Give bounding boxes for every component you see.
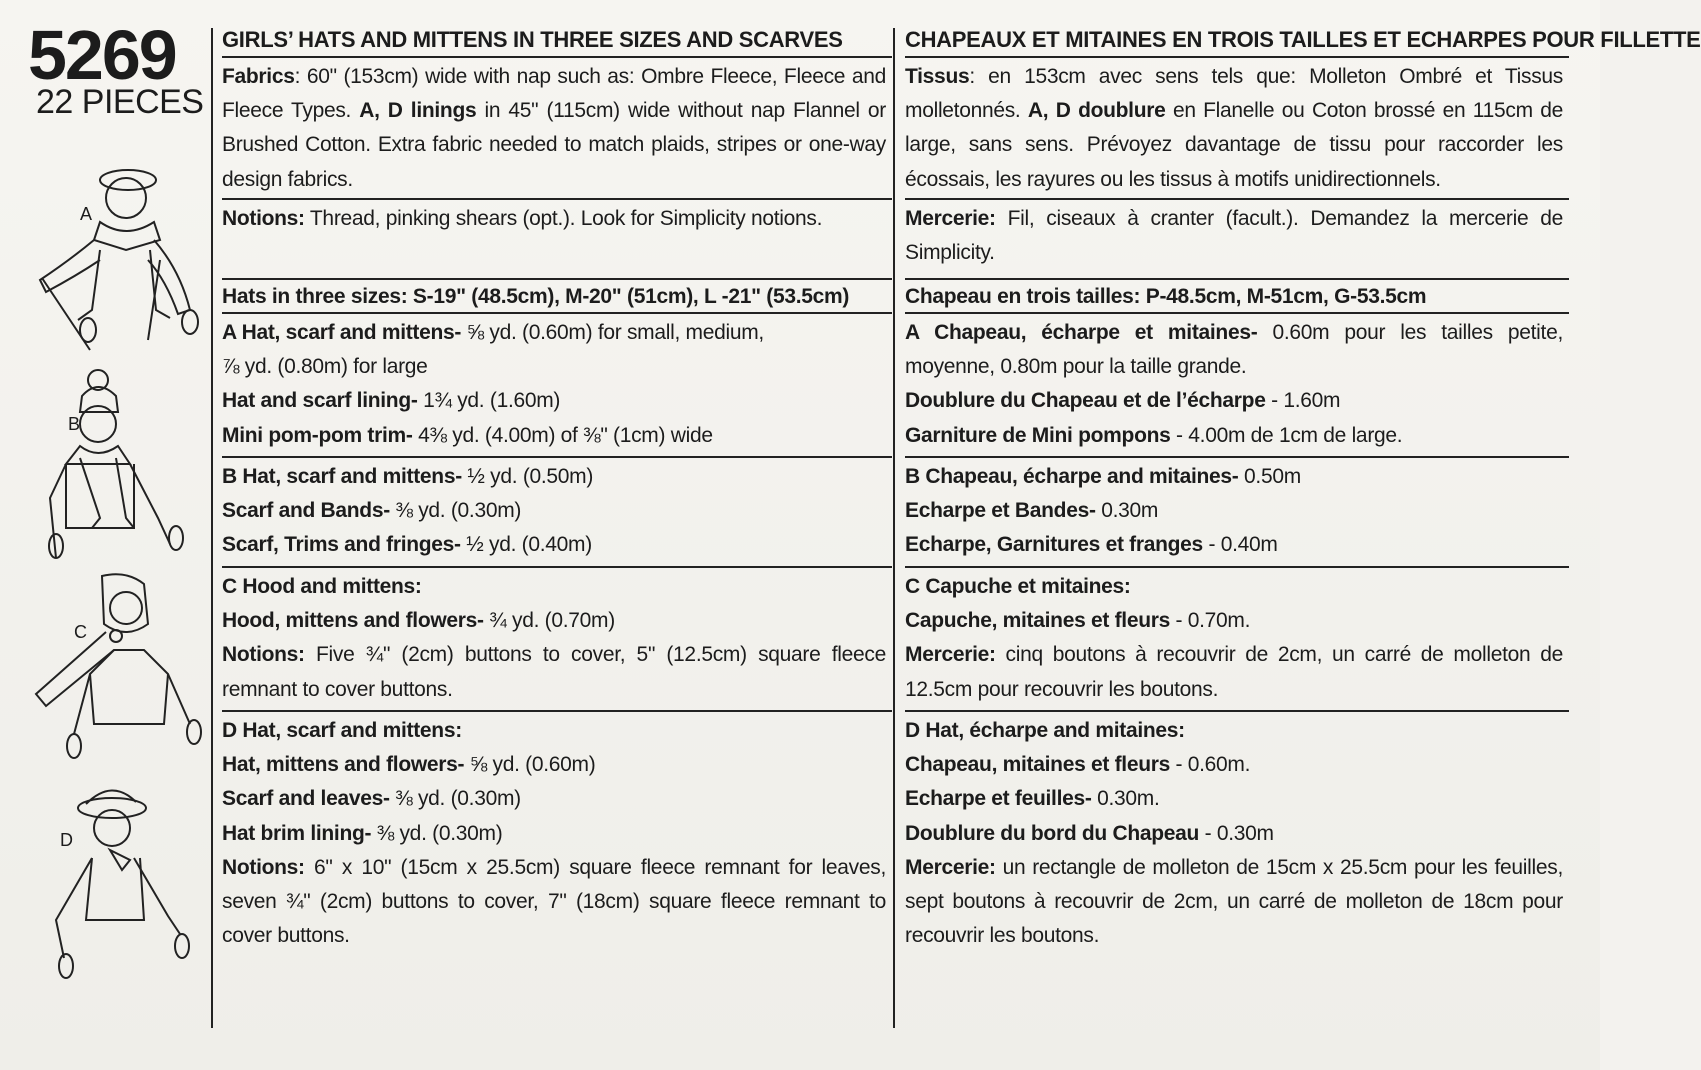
english-a-value: ⅞ yd. (0.80m) for large xyxy=(222,355,428,379)
french-fabrics-paragraph xyxy=(905,58,1569,201)
english-d-label: Scarf and leaves- xyxy=(222,787,390,811)
french-notions-section xyxy=(905,200,1569,280)
french-d-row xyxy=(905,782,1563,816)
english-c-value: Five ¾" (2cm) buttons to cover, 5" (12.5cm) square fleece remnant to cover buttons. xyxy=(222,643,886,701)
english-b-row xyxy=(222,460,886,494)
french-fabrics-label: Tissus xyxy=(905,65,970,88)
english-a-section xyxy=(222,314,892,458)
french-notions-paragraph xyxy=(905,200,1569,274)
english-a-value: 4⅜ yd. (4.00m) of ⅜" (1cm) wide xyxy=(412,423,713,447)
english-b-label: B Hat, scarf and mittens- xyxy=(222,465,462,488)
english-b-row xyxy=(222,494,886,528)
french-notions-label: Mercerie: xyxy=(905,207,996,230)
french-b-paragraph xyxy=(905,458,1569,567)
french-column xyxy=(905,22,1701,972)
column-divider-middle xyxy=(893,28,895,1028)
english-fabrics-text: : 60" (153cm) wide with nap such as: Ombre Fleece, Fleece and Fleece Types. xyxy=(222,65,886,123)
english-fabrics-paragraph xyxy=(222,58,892,201)
french-title: CHAPEAUX ET MITAINES EN TROIS TAILLES ET ECHARPES POUR FILLETTE xyxy=(905,27,1701,52)
english-c-section xyxy=(222,568,892,712)
english-d-row xyxy=(222,851,886,954)
figure-d-illustration xyxy=(30,780,210,980)
french-b-label: B Chapeau, écharpe and mitaines- xyxy=(905,465,1239,488)
english-sizes-section xyxy=(222,280,892,314)
english-fabrics-text2: in 45" (115cm) wide without nap Flannel or Brushed Cotton. Extra fabric needed to match plaids, stripes or one-way design fabrics. xyxy=(222,99,886,191)
english-notions-section xyxy=(222,200,892,280)
french-a-section xyxy=(905,314,1569,458)
english-notions-paragraph xyxy=(222,200,892,240)
french-b-value: 0.50m xyxy=(1238,465,1301,488)
english-d-label: Hat, mittens and flowers- xyxy=(222,753,465,777)
english-a-row xyxy=(222,316,886,350)
french-a-row xyxy=(905,419,1563,453)
english-c-label: Notions: xyxy=(222,643,305,667)
french-b-value: - 0.40m xyxy=(1202,533,1278,557)
english-a-value: ⅝ yd. (0.60m) for small, medium, xyxy=(461,321,764,344)
figure-a-letter: A xyxy=(80,204,93,224)
french-a-value: 0.60m pour les tailles petite, moyenne, 0.80m pour la taille grande. xyxy=(905,321,1564,379)
figure-b-letter: B xyxy=(68,414,81,434)
french-c-value: cinq boutons à recouvrir de 2cm, un carré de molleton de 12.5cm pour recouvrir les boutons. xyxy=(905,643,1563,701)
english-d-label: D Hat, scarf and mittens: xyxy=(222,719,462,742)
english-a-label: Mini pom-pom trim- xyxy=(222,423,413,447)
english-a-row xyxy=(222,419,886,453)
english-c-paragraph xyxy=(222,568,892,711)
french-fabrics-section xyxy=(905,58,1569,200)
english-d-label: Hat brim lining- xyxy=(222,821,372,845)
english-b-label: Scarf, Trims and fringes- xyxy=(222,533,461,557)
english-c-label: Hood, mittens and flowers- xyxy=(222,609,484,633)
figure-d-letter: D xyxy=(60,830,73,850)
figure-c-letter: C xyxy=(74,622,87,642)
french-sizes-section xyxy=(905,280,1569,314)
french-linings-label: A, D doublure xyxy=(1027,99,1166,123)
french-b-label: Echarpe, Garnitures et franges xyxy=(905,533,1203,557)
english-b-section xyxy=(222,458,892,568)
french-b-label: Echarpe et Bandes- xyxy=(905,499,1096,523)
french-d-value: - 0.60m. xyxy=(1169,753,1251,777)
english-b-row xyxy=(222,528,886,562)
french-a-label: Garniture de Mini pompons xyxy=(905,423,1171,447)
french-d-paragraph xyxy=(905,712,1569,957)
french-a-value: - 4.00m de 1cm de large. xyxy=(1170,423,1403,447)
english-d-paragraph xyxy=(222,712,892,957)
english-d-value: ⅝ yd. (0.60m) xyxy=(464,753,596,777)
french-c-row xyxy=(905,604,1563,638)
french-b-row xyxy=(905,494,1563,528)
french-a-label: Doublure du Chapeau et de l’écharpe xyxy=(905,389,1266,413)
english-a-paragraph xyxy=(222,314,892,457)
english-d-row xyxy=(222,817,886,851)
french-b-row xyxy=(905,528,1563,562)
english-d-row xyxy=(222,748,886,782)
french-notions-text: Fil, ciseaux à cranter (facult.). Demandez la mercerie de Simplicity. xyxy=(905,207,1563,265)
french-c-label: Capuche, mitaines et fleurs xyxy=(905,609,1170,633)
english-d-section xyxy=(222,712,892,972)
english-a-value: 1¾ yd. (1.60m) xyxy=(417,389,561,413)
english-notions-text: Thread, pinking shears (opt.). Look for Simplicity notions. xyxy=(309,207,823,230)
french-c-paragraph xyxy=(905,568,1569,711)
french-b-section xyxy=(905,458,1569,568)
figure-b-illustration xyxy=(30,368,210,568)
column-divider-left xyxy=(211,28,213,1028)
english-b-paragraph xyxy=(222,458,892,567)
english-notions-label: Notions: xyxy=(222,207,305,230)
french-fabrics-text: : en 153cm avec sens tels que: Molleton Ombré et Tissus molletonnés. xyxy=(905,65,1563,123)
english-c-label: C Hood and mittens: xyxy=(222,575,422,598)
french-b-row xyxy=(905,460,1563,494)
french-d-label: Mercerie: xyxy=(905,855,996,879)
figure-a-illustration xyxy=(30,160,210,350)
english-a-row xyxy=(222,350,886,384)
english-a-label: A Hat, scarf and mittens- xyxy=(222,321,462,344)
french-d-label: D Hat, écharpe and mitaines: xyxy=(905,719,1185,742)
left-strip xyxy=(0,0,215,1070)
french-d-section xyxy=(905,712,1569,972)
french-a-paragraph xyxy=(905,314,1569,457)
english-c-value: ¾ yd. (0.70m) xyxy=(483,609,615,633)
french-a-label: A Chapeau, écharpe et mitaines- xyxy=(905,321,1258,344)
english-fabrics-section xyxy=(222,58,892,200)
english-c-row xyxy=(222,604,886,638)
french-fabrics-text2: en Flanelle ou Coton brossé en 115cm de large, sans sens. Prévoyez davantage de tissu pour raccorder les écossais, les rayures ou les tissus à motifs unidirectionnels. xyxy=(905,99,1563,191)
french-sizes: Chapeau en trois tailles: P-48.5cm, M-51cm, G-53.5cm xyxy=(905,285,1427,308)
english-linings-label: A, D linings xyxy=(359,99,477,123)
french-d-value: - 0.30m xyxy=(1199,821,1274,845)
english-b-value: ½ yd. (0.50m) xyxy=(461,465,594,488)
english-d-value: ⅜ yd. (0.30m) xyxy=(389,787,521,811)
english-b-value: ½ yd. (0.40m) xyxy=(460,533,592,557)
english-c-row xyxy=(222,638,886,706)
french-a-row xyxy=(905,384,1563,418)
english-b-label: Scarf and Bands- xyxy=(222,499,390,523)
french-d-label: Doublure du bord du Chapeau xyxy=(905,821,1200,845)
french-c-label: C Capuche et mitaines: xyxy=(905,575,1131,598)
french-c-section xyxy=(905,568,1569,712)
english-fabrics-label: Fabrics xyxy=(222,65,295,88)
english-d-value: 6" x 10" (15cm x 25.5cm) square fleece remnant for leaves, seven ¾" (2cm) buttons to cover, 7" (18cm) square fleece remnant to cover buttons. xyxy=(222,855,886,948)
french-d-value: 0.30m. xyxy=(1091,787,1160,811)
pattern-number: 5269 xyxy=(28,16,176,94)
french-c-label: Mercerie: xyxy=(905,643,996,667)
french-d-row xyxy=(905,817,1563,851)
pieces-count: 22 PIECES xyxy=(36,83,204,121)
french-a-value: - 1.60m xyxy=(1265,389,1341,413)
french-d-value: un rectangle de molleton de 15cm x 25.5cm pour les feuilles, sept boutons à recouvrir de 2cm, un carré de molleton de 18cm pour recouvrir les boutons. xyxy=(905,855,1563,948)
french-d-row xyxy=(905,748,1563,782)
french-d-label: Echarpe et feuilles- xyxy=(905,787,1092,811)
figure-c-illustration xyxy=(30,574,210,764)
french-d-label: Chapeau, mitaines et fleurs xyxy=(905,753,1170,777)
english-title-section xyxy=(222,22,892,58)
english-d-label: Notions: xyxy=(222,855,305,879)
english-sizes: Hats in three sizes: S-19" (48.5cm), M-20" (51cm), L -21" (53.5cm) xyxy=(222,285,850,308)
english-a-label: Hat and scarf lining- xyxy=(222,389,418,413)
english-b-value: ⅜ yd. (0.30m) xyxy=(389,499,522,523)
french-c-row xyxy=(905,638,1563,706)
french-title-section xyxy=(905,22,1701,58)
english-column xyxy=(222,22,892,972)
english-d-value: ⅜ yd. (0.30m) xyxy=(371,821,503,845)
english-d-row xyxy=(222,782,886,816)
french-c-value: - 0.70m. xyxy=(1169,609,1251,633)
french-d-row xyxy=(905,851,1563,954)
french-b-value: 0.30m xyxy=(1095,499,1159,523)
english-title: GIRLS’ HATS AND MITTENS IN THREE SIZES AND SCARVES xyxy=(222,27,843,52)
english-a-row xyxy=(222,384,886,418)
